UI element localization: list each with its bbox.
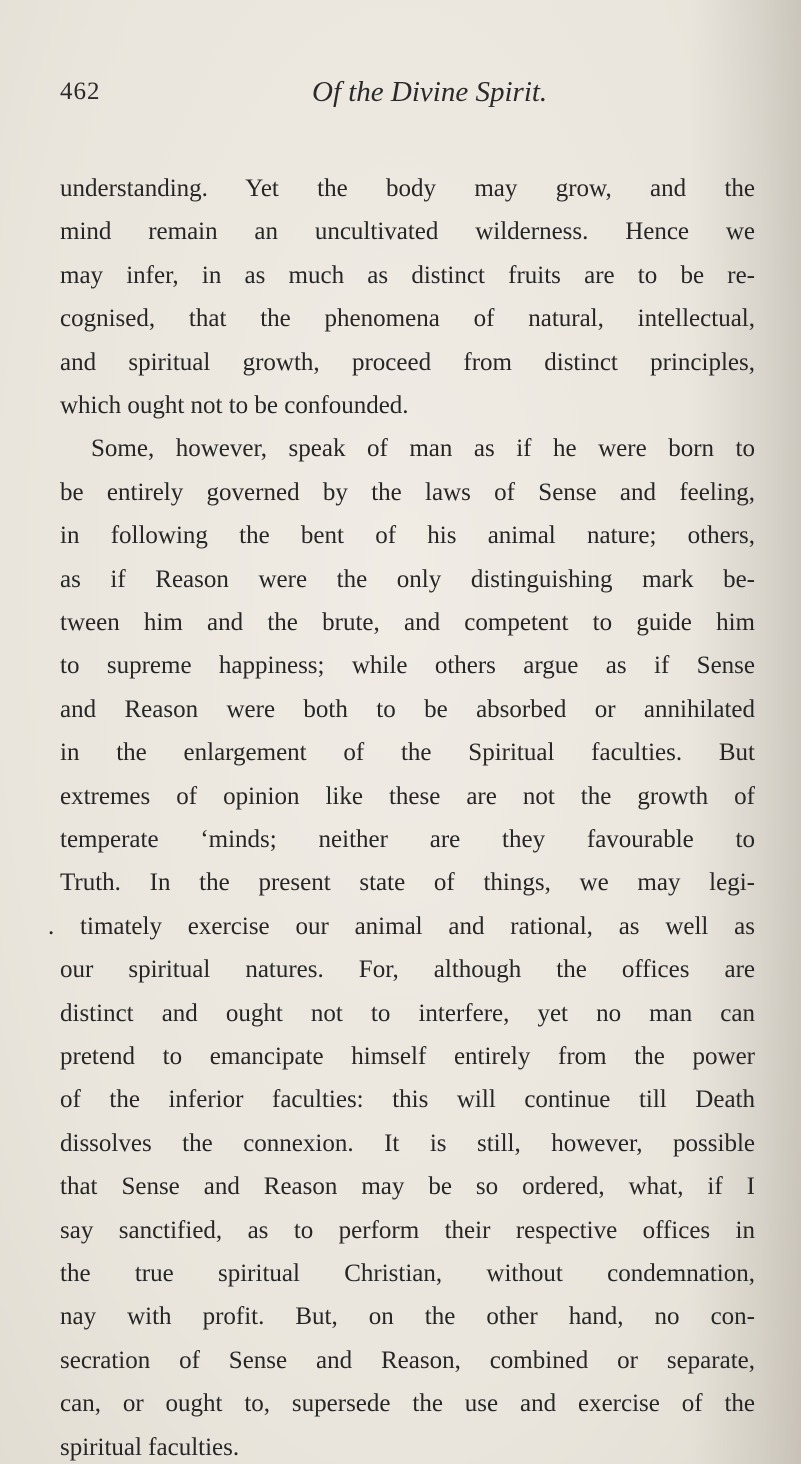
text-line: that Sense and Reason may be so ordered, what, if I xyxy=(60,1173,755,1200)
text-line: our spiritual natures. For, although the offices are xyxy=(60,956,755,983)
text-line: of the inferior faculties: this will continue till Death xyxy=(60,1086,755,1113)
text-line: pretend to emancipate himself entirely from the power xyxy=(60,1043,755,1070)
text-line: in the enlargement of the Spiritual faculties. But xyxy=(60,739,755,766)
text-line: say sanctified, as to perform their respective offices in xyxy=(60,1217,755,1244)
text-line: as if Reason were the only distinguishing mark be- xyxy=(60,566,755,593)
text-line: understanding. Yet the body may grow, and the xyxy=(60,175,755,202)
text-line: in following the bent of his animal nature; others, xyxy=(60,522,755,549)
text-line: secration of Sense and Reason, combined or separate, xyxy=(60,1347,755,1374)
text-line: cognised, that the phenomena of natural, intellectual, xyxy=(60,305,755,332)
text-line: . timately exercise our animal and rational, as well as xyxy=(48,913,755,940)
text-line: may infer, in as much as distinct fruits are to be re- xyxy=(60,262,755,289)
text-line: the true spiritual Christian, without condemnation, xyxy=(60,1260,755,1287)
text-line: Some, however, speak of man as if he were born to xyxy=(91,435,755,462)
text-line: spiritual faculties. xyxy=(60,1434,240,1461)
text-line: and Reason were both to be absorbed or annihilated xyxy=(60,696,755,723)
text-line: and spiritual growth, proceed from distinct principles, xyxy=(60,349,755,376)
text-line: nay with profit. But, on the other hand, no con- xyxy=(60,1303,755,1330)
text-line: which ought not to be confounded. xyxy=(60,392,409,419)
text-line: be entirely governed by the laws of Sense and feeling, xyxy=(60,479,755,506)
text-line: can, or ought to, supersede the use and exercise of the xyxy=(60,1390,755,1417)
text-line: extremes of opinion like these are not the growth of xyxy=(60,783,755,810)
text-line: dissolves the connexion. It is still, however, possible xyxy=(60,1130,755,1157)
running-title: Of the Divine Spirit. xyxy=(312,76,548,108)
text-line: Truth. In the present state of things, we may legi- xyxy=(60,869,755,896)
text-line: temperate ‘minds; neither are they favourable to xyxy=(60,826,755,853)
text-line: to supreme happiness; while others argue as if Sense xyxy=(60,652,755,679)
text-line: tween him and the brute, and competent to guide him xyxy=(60,609,755,636)
text-line: distinct and ought not to interfere, yet no man can xyxy=(60,1000,755,1027)
text-line: mind remain an uncultivated wilderness. Hence we xyxy=(60,218,755,245)
page-number: 462 xyxy=(60,78,101,105)
